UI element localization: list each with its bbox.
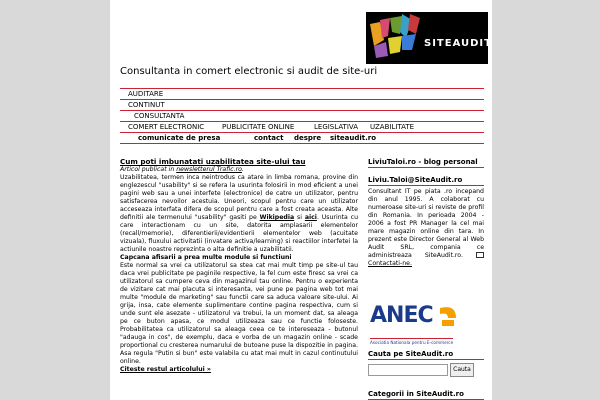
read-more-link[interactable]: Citeste restul articolului »: [120, 366, 211, 373]
nav-item-uzabilitate[interactable]: UZABILITATE: [370, 123, 415, 131]
search-button[interactable]: Cauta: [450, 363, 474, 377]
search-input[interactable]: [368, 364, 448, 376]
logo-audit-text: AUDIT: [452, 38, 492, 49]
nav-item-contact[interactable]: contact: [254, 134, 284, 142]
anec-subtitle: Asociatia Nationala pentru E-commerce: [370, 340, 454, 345]
article-paragraph-1: [120, 174, 358, 254]
contact-mail-icon: [476, 252, 484, 258]
nav-item-legislativa[interactable]: LEGISLATIVA: [314, 123, 359, 131]
nav-row-2: [120, 99, 484, 110]
nav-item-consultanta[interactable]: CONSULTANTA: [134, 112, 185, 120]
page-container: [110, 0, 492, 400]
nav-item-publicitate-online[interactable]: PUBLICITATE ONLINE: [222, 123, 295, 131]
newsletter-link[interactable]: newsletterul Trafic.ro: [176, 166, 242, 173]
anec-logo[interactable]: [368, 304, 458, 346]
nav-item-siteaudit[interactable]: siteaudit.ro: [330, 134, 377, 142]
logo-site-text: SITE: [424, 38, 453, 49]
main-navigation: [120, 88, 484, 144]
nav-row-4: [120, 121, 484, 132]
nav-item-auditare[interactable]: AUDITARE: [128, 90, 164, 98]
site-tagline: Consultanta in comert electronic si audit de site-uri: [120, 66, 378, 77]
nav-item-despre[interactable]: despre: [294, 134, 322, 142]
paragraph-1-rest: . Usurinta cu care interactionam cu un site, datorita amplasarii elementelor (recall/memorie), diferentierii/evidentierii elementelor web (acuitate vizuala), fluxului activitatii (invatare activa/learning) si reactiilor interfetei la actiunile noastre reprezinta o alta definitie a uzabilitatii.: [120, 214, 359, 253]
sidebar-email-heading[interactable]: Liviu.Taloi@SiteAudit.ro: [368, 176, 484, 186]
aici-link[interactable]: aici: [304, 214, 317, 221]
siteaudit-logo[interactable]: [366, 12, 492, 64]
article-title[interactable]: Cum poti imbunatati uzabilitatea site-ului tau: [120, 157, 306, 166]
nav-item-continut[interactable]: CONTINUT: [128, 101, 165, 109]
article-meta-prefix: Articol publicat in: [120, 166, 175, 173]
paragraph-1-text: Uzabilitatea, termen inca neintrodus ca atare in limba romana, provine din englezescul "usability" si se refera la usurinta folosirii in mod eficient a unei pagini web sau a unei interfete (electronice) de catre un utilizator, pentru satisfacerea nevoilor acestuia. Uneori, scopul pentru care un utilizator acceseaza interfata difera de scopul pentru care a fost creata aceasta. Alte definitii ale termenului "usability" gasiti pe: [120, 174, 358, 221]
article-meta: [120, 166, 358, 174]
article-meta-suffix: .: [241, 166, 244, 173]
nav-row-5: [120, 132, 484, 144]
paragraph-1-mid: si: [297, 214, 302, 221]
nav-row-1: [120, 88, 484, 99]
sidebar: [368, 158, 484, 398]
anec-name: ANEC: [370, 303, 433, 328]
article-paragraph-2: Este normal sa vrei ca utilizatorul sa stea cat mai mult timp pe site-ul tau daca vrei publicitate pe paginile respective, la fel cum este firesc sa vrei ca utilizatorul sa cumpere ceva din magazinul tau online. Pentru o experienta de vizitare cat mai placuta si interesanta, vei pune pe pagina web tot mai multe "module de marketing" sau functii care sa aduca valoare site-ului. Ai grija, insa, cate elemente suplimentare contine pagina respectiva, cum si unde sunt ele asezate - utilizatorul va trebui, la un moment dat, sa aleaga pe ce buton apasa, ce modul utilizeaza sau ce functie foloseste. Probabilitatea ca utilizatorul sa aleaga ceea ce te intereseaza - butonul "adauga in cos", de exemplu, daca e vorba de un magazin online - scade proportional cu cresterea numarului de butoane puse la dispozitie in pagina. Asa regula "Putin si bun" este valabila cu atat mai mult in cazul continutului online.: [120, 262, 358, 365]
main-content: [120, 158, 358, 374]
article-subheading: Capcana afisarii a prea multe module si functiuni: [120, 254, 292, 261]
sidebar-search-heading: Cauta pe SiteAudit.ro: [368, 350, 484, 360]
sidebar-categories-heading: Categorii in SiteAudit.ro: [368, 390, 484, 400]
sidebar-bio-text: Consultant IT pe piata .ro incepand din anul 1995. A colaborat cu numeroase site-uri si reviste de profil din Romania. In perioada 2004 - 2006 a fost PR Manager la cel mai mare magazin online din tara. In prezent este Director General al Web Audit SRL, compania ce administreaza SiteAudit.ro.: [368, 188, 484, 259]
wikipedia-link[interactable]: Wikipedia: [259, 214, 295, 221]
sidebar-bio: [368, 188, 484, 268]
nav-item-comunicate[interactable]: comunicate de presa: [138, 134, 221, 142]
nav-item-comert-electronic[interactable]: COMERT ELECTRONIC: [128, 123, 205, 131]
nav-row-3: [120, 110, 484, 121]
contact-link[interactable]: Contactati-ne.: [368, 260, 412, 267]
sidebar-blog-heading[interactable]: LiviuTaloi.ro - blog personal: [368, 158, 484, 168]
